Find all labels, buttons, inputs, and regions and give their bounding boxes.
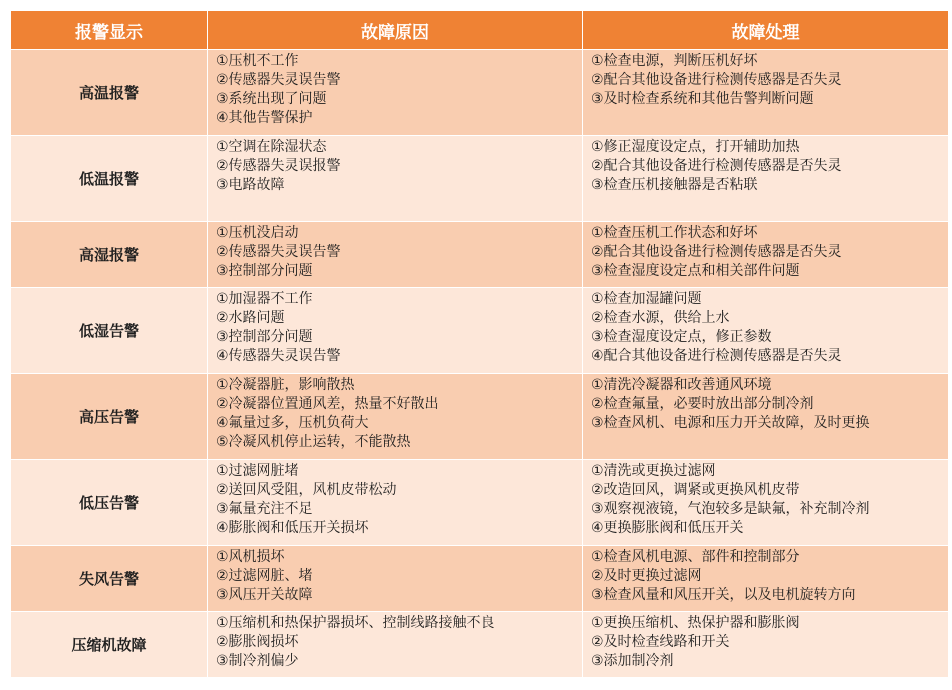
table-row [11, 50, 949, 136]
header-alarm: 报警显示 [11, 11, 208, 50]
cause-item: ③氟量充注不足 [216, 501, 313, 517]
cause-item: ②送回风受阻，风机皮带松动 [216, 482, 397, 498]
action-item: ②改造回风，调紧或更换风机皮带 [591, 482, 800, 498]
action-item: ①清洗或更换过滤网 [591, 463, 716, 479]
action-item: ①检查风机电源、部件和控制部分 [591, 549, 800, 565]
action-cell [583, 50, 949, 136]
action-item: ①检查压机工作状态和好坏 [591, 225, 758, 241]
cause-cell [208, 460, 583, 546]
cause-item: ③风压开关故障 [216, 587, 313, 603]
action-item: ①检查电源，判断压机好坏 [591, 53, 758, 69]
cause-cell [208, 288, 583, 374]
cause-item: ①空调在除湿状态 [216, 139, 327, 155]
cause-item: ①冷凝器脏，影响散热 [216, 377, 355, 393]
table-row [11, 288, 949, 374]
cause-cell [208, 222, 583, 288]
action-cell [583, 612, 949, 678]
cause-item: ②水路问题 [216, 310, 285, 326]
action-item: ①清洗冷凝器和改善通风环境 [591, 377, 772, 393]
cause-item: ②传感器失灵误告警 [216, 244, 341, 260]
table-body [11, 50, 949, 678]
alarm-cell: 高压告警 [11, 374, 208, 460]
cause-item: ④其他告警保护 [216, 110, 313, 126]
table-row [11, 546, 949, 612]
cause-cell [208, 546, 583, 612]
cause-item: ②传感器失灵误告警 [216, 72, 341, 88]
cause-item: ③控制部分问题 [216, 329, 313, 345]
cause-cell [208, 50, 583, 136]
action-item: ②检查水源，供给上水 [591, 310, 730, 326]
table-row [11, 612, 949, 678]
action-cell [583, 288, 949, 374]
alarm-cell: 高湿报警 [11, 222, 208, 288]
action-item: ①修正湿度设定点，打开辅助加热 [591, 139, 800, 155]
cause-item: ②膨胀阀损坏 [216, 634, 299, 650]
alarm-cell: 低压告警 [11, 460, 208, 546]
action-item: ③检查湿度设定点和相关部件问题 [591, 263, 800, 279]
fault-table-wrapper [10, 10, 948, 678]
action-item: ③检查风量和风压开关，以及电机旋转方向 [591, 587, 856, 603]
action-item: ②及时更换过滤网 [591, 568, 702, 584]
cause-item: ④传感器失灵误告警 [216, 348, 341, 364]
action-item: ②配合其他设备进行检测传感器是否失灵 [591, 244, 842, 260]
cause-cell [208, 612, 583, 678]
action-cell [583, 136, 949, 222]
alarm-cell: 压缩机故障 [11, 612, 208, 678]
cause-item: ⑤冷凝风机停止运转，不能散热 [216, 434, 411, 450]
cause-item: ③系统出现了问题 [216, 91, 327, 107]
header-cause: 故障原因 [208, 11, 583, 50]
alarm-cell: 失风告警 [11, 546, 208, 612]
action-item: ③检查湿度设定点，修正参数 [591, 329, 772, 345]
cause-item: ②冷凝器位置通风差，热量不好散出 [216, 396, 439, 412]
action-item: ③及时检查系统和其他告警判断问题 [591, 91, 814, 107]
alarm-cell: 高温报警 [11, 50, 208, 136]
action-cell [583, 222, 949, 288]
table-row [11, 222, 949, 288]
table-row [11, 374, 949, 460]
cause-item: ①加湿器不工作 [216, 291, 313, 307]
cause-cell [208, 374, 583, 460]
cause-item: ④氟量过多，压机负荷大 [216, 415, 369, 431]
cause-cell [208, 136, 583, 222]
table-row [11, 460, 949, 546]
action-item: ④配合其他设备进行检测传感器是否失灵 [591, 348, 842, 364]
action-item: ②配合其他设备进行检测传感器是否失灵 [591, 72, 842, 88]
cause-item: ③电路故障 [216, 177, 285, 193]
cause-item: ①压机没启动 [216, 225, 299, 241]
action-item: ②配合其他设备进行检测传感器是否失灵 [591, 158, 842, 174]
cause-item: ③制冷剂偏少 [216, 653, 299, 669]
action-item: ②检查氟量，必要时放出部分制冷剂 [591, 396, 814, 412]
action-item: ③检查风机、电源和压力开关故障，及时更换 [591, 415, 870, 431]
cause-item: ③控制部分问题 [216, 263, 313, 279]
action-cell [583, 460, 949, 546]
action-item: ②及时检查线路和开关 [591, 634, 730, 650]
cause-item: ①风机损坏 [216, 549, 285, 565]
cause-item: ④膨胀阀和低压开关损坏 [216, 520, 369, 536]
alarm-cell: 低温报警 [11, 136, 208, 222]
cause-item: ①压缩机和热保护器损坏、控制线路接触不良 [216, 615, 495, 631]
action-item: ④更换膨胀阀和低压开关 [591, 520, 744, 536]
cause-item: ①压机不工作 [216, 53, 299, 69]
header-action: 故障处理 [583, 11, 949, 50]
fault-table [10, 10, 949, 678]
action-item: ③检查压机接触器是否粘联 [591, 177, 758, 193]
cause-item: ②传感器失灵误报警 [216, 158, 341, 174]
cause-item: ②过滤网脏、堵 [216, 568, 313, 584]
action-cell [583, 546, 949, 612]
action-cell [583, 374, 949, 460]
cause-item: ①过滤网脏堵 [216, 463, 299, 479]
header-row [11, 11, 949, 50]
action-item: ③观察视液镜，气泡较多是缺氟，补充制冷剂 [591, 501, 870, 517]
action-item: ①更换压缩机、热保护器和膨胀阀 [591, 615, 800, 631]
alarm-cell: 低湿告警 [11, 288, 208, 374]
action-item: ①检查加湿罐问题 [591, 291, 702, 307]
table-row [11, 136, 949, 222]
action-item: ③添加制冷剂 [591, 653, 674, 669]
